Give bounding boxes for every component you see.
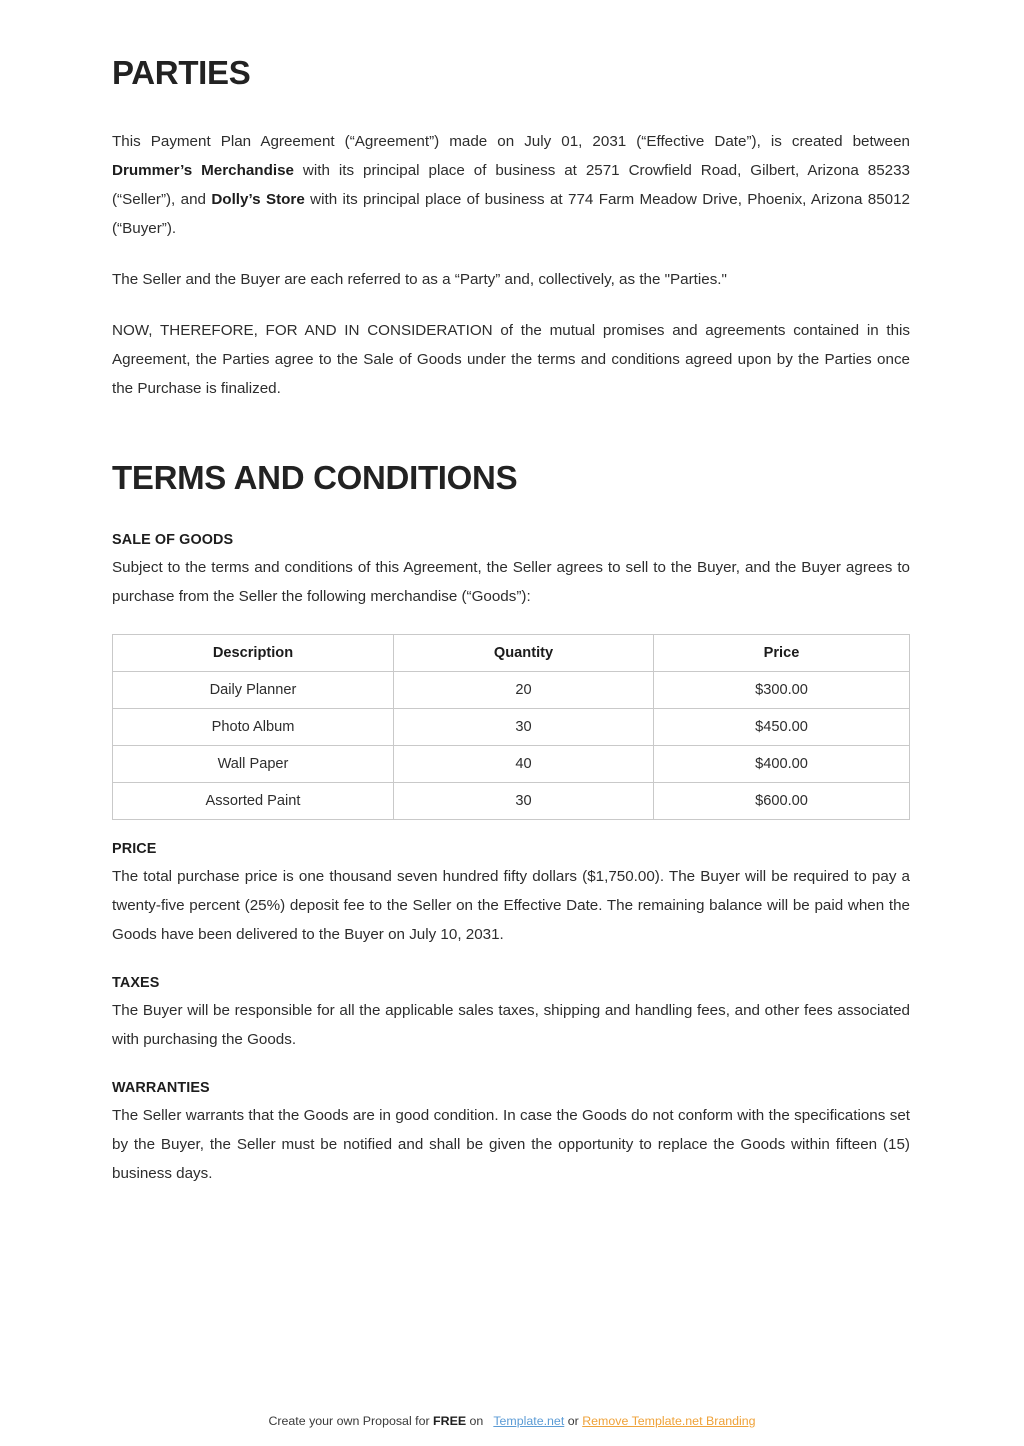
table-header-row — [113, 635, 910, 672]
cell-price: $600.00 — [654, 783, 910, 820]
clause-text-warranties: The Seller warrants that the Goods are in good condition. In case the Goods do not conform with the specifications set by the Buyer, the Seller must be notified and shall be given the opportunity to replace the Goods within fifteen (15) business days. — [112, 1107, 910, 1183]
cell-quantity: 30 — [394, 709, 654, 746]
column-header-quantity: Quantity — [394, 635, 654, 672]
cell-description: Daily Planner — [113, 672, 394, 709]
party-name-buyer: Dolly’s Store — [211, 190, 305, 208]
section-heading-terms-and-conditions: TERMS AND CONDITIONS — [112, 458, 518, 496]
template-net-link[interactable]: Template.net — [493, 1414, 565, 1428]
cell-quantity: 40 — [394, 746, 654, 783]
text-run: This Payment Plan Agreement (“Agreement”) made on July 01, 2031 (“Effective Date”), is created between — [112, 132, 910, 150]
cell-quantity: 20 — [394, 672, 654, 709]
footer-conjunction: or — [567, 1414, 579, 1428]
remove-branding-link[interactable]: Remove Template.net Branding — [582, 1414, 756, 1428]
table-row — [113, 783, 910, 820]
footer-branding — [0, 1412, 1024, 1430]
column-header-price: Price — [654, 635, 910, 672]
clause-warranties — [112, 1077, 910, 1188]
clause-text-taxes: The Buyer will be responsible for all the applicable sales taxes, shipping and handling fees, and other fees associated with purchasing the Goods. — [112, 1002, 910, 1049]
table-row — [113, 672, 910, 709]
clause-title-sale-of-goods: SALE OF GOODS — [112, 532, 234, 549]
text-run: with its principal place of business at 2571 Crowfield Road, Gilbert, Arizona 85233 (“Seller”), and — [112, 161, 910, 208]
cell-description: Photo Album — [113, 709, 394, 746]
cell-price: $300.00 — [654, 672, 910, 709]
cell-description: Wall Paper — [113, 746, 394, 783]
clause-text-price: The total purchase price is one thousand seven hundred fifty dollars ($1,750.00). The Buyer will be required to pay a twenty-five percent (25%) deposit fee to the Seller on the Effective Date. The remaining balance will be paid when the Goods have been delivered to the Buyer on July 10, 2031. — [112, 868, 910, 944]
paragraph-parties-intro — [112, 127, 910, 243]
clause-title-warranties: WARRANTIES — [112, 1080, 210, 1097]
clause-taxes — [112, 972, 910, 1054]
table-row — [113, 746, 910, 783]
cell-price: $450.00 — [654, 709, 910, 746]
clause-sale-of-goods — [112, 529, 910, 611]
section-heading-parties: PARTIES — [112, 54, 251, 91]
column-header-description: Description — [113, 635, 394, 672]
goods-table — [112, 634, 910, 820]
party-name-seller: Drummer’s Merchandise — [112, 161, 294, 179]
footer-free-label: FREE — [433, 1414, 467, 1428]
clause-title-taxes: TAXES — [112, 975, 160, 992]
cell-quantity: 30 — [394, 783, 654, 820]
table-row — [113, 709, 910, 746]
clause-price — [112, 838, 910, 949]
paragraph-parties-definition: The Seller and the Buyer are each referred to as a “Party” and, collectively, as the "Parties." — [112, 270, 727, 288]
clause-text-sale-of-goods: Subject to the terms and conditions of this Agreement, the Seller agrees to sell to the Buyer, and the Buyer agrees to purchase from the Seller the following merchandise (“Goods”): — [112, 559, 910, 606]
text-run: with its principal place of business at 774 Farm Meadow Drive, Phoenix, Arizona 85012 (“Buyer”). — [112, 190, 910, 237]
paragraph-parties-consideration: NOW, THEREFORE, FOR AND IN CONSIDERATION of the mutual promises and agreements contained in this Agreement, the Parties agree to the Sale of Goods under the terms and conditions agreed upon by the Parties once the Purchase is finalized. — [112, 321, 910, 397]
footer-lead-text: Create your own Proposal for — [268, 1414, 434, 1428]
cell-description: Assorted Paint — [113, 783, 394, 820]
cell-price: $400.00 — [654, 746, 910, 783]
footer-on-text: on — [466, 1414, 484, 1428]
document-content — [112, 56, 910, 1211]
clause-title-price: PRICE — [112, 841, 157, 858]
